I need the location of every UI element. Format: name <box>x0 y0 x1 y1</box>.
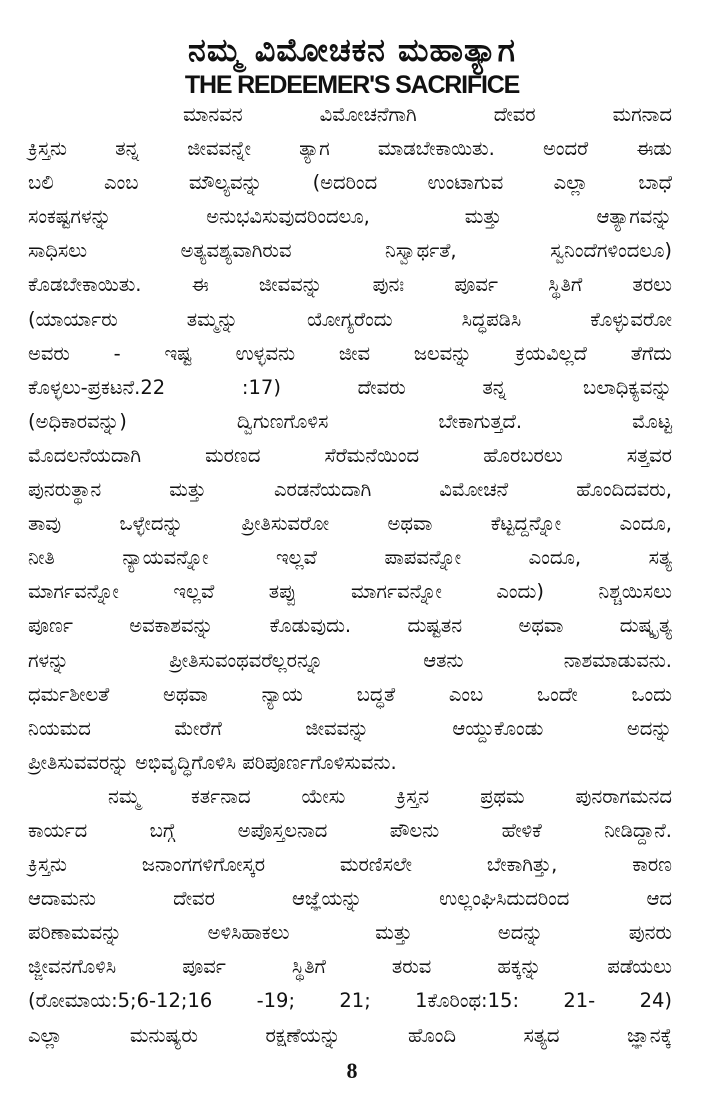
paragraph-2 <box>28 780 672 1053</box>
text-line: ಪೂರ್ಣ ಅವಕಾಶವನ್ನು ಕೊಡುವುದು. ದುಷ್ಟತನ ಅಥವಾ ದುಷ್ಕೃತ್ಯ <box>28 614 672 638</box>
title-kannada: ನಮ್ಮ ವಿಮೋಚಕನ ಮಹಾತ್ಯಾಗ <box>188 31 516 69</box>
body-text <box>28 98 672 1053</box>
text-line: ಮಾನವನ ವಿಮೋಚನೆಗಾಗಿ ದೇವರ ಮಗನಾದ <box>183 103 672 126</box>
text-line: ಪರಿಣಾಮವನ್ನು ಅಳಿಸಿಹಾಕಲು ಮತ್ತು ಅದನ್ನು ಪುನರು <box>28 921 672 945</box>
text-line: ಮಾರ್ಗವನ್ನೋ ಇಲ್ಲವೆ ತಪ್ಪು ಮಾರ್ಗವನ್ನೋ ಎಂದು) ನಿಶ್ಚಯಿಸಲು <box>28 580 672 604</box>
text-line: ಬಲಿ ಎಂಬ ಮೌಲ್ಯವನ್ನು (ಅದರಿಂದ ಉಂಟಾಗುವ ಎಲ್ಲಾ ಬಾಧೆ <box>28 171 672 195</box>
text-line: ಅವರು - ಇಷ್ಟ ಉಳ್ಳವನು ಜೀವ ಜಲವನ್ನು ಕ್ರಯವಿಲ್ಲದೆ ತೆಗೆದು <box>28 341 672 365</box>
text-line: ಜ್ಜೀವನಗೊಳಿಸಿ ಪೂರ್ವ ಸ್ಥಿತಿಗೆ ತರುವ ಹಕ್ಕನ್ನು ಪಡೆಯಲು <box>28 955 672 979</box>
text-line: ಕ್ರಿಸ್ತನು ತನ್ನ ಜೀವವನ್ನೇ ತ್ಯಾಗ ಮಾಡಬೇಕಾಯಿತು. ಅಂದರೆ ಈಡು <box>28 137 672 161</box>
text-line: ಮೊದಲನೆಯದಾಗಿ ಮರಣದ ಸೆರೆಮನೆಯಿಂದ ಹೊರಬರಲು ಸತ್ತವರ <box>28 443 672 467</box>
text-line: ತಾವು ಒಳ್ಳೇದನ್ನು ಪ್ರೀತಿಸುವರೋ ಅಥವಾ ಕೆಟ್ಟದ್ದನ್ನೋ ಎಂದೂ, <box>28 512 672 536</box>
text-line: ಸಾಧಿಸಲು ಅತ್ಯವಶ್ಯವಾಗಿರುವ ನಿಸ್ವಾರ್ಥತೆ, ಸ್ವನಿಂದೆಗಳಿಂದಲೂ) <box>28 239 672 263</box>
title-english: THE REDEEMER'S SACRIFICE <box>184 71 520 99</box>
text-line: ಧರ್ಮಶೀಲತೆ ಅಥವಾ ನ್ಯಾಯ ಬದ್ಧತೆ ಎಂಬ ಒಂದೇ ಒಂದು <box>28 682 672 706</box>
text-line: ಕೊಳ್ಳಲು-ಪ್ರಕಟನೆ.22 :17) ದೇವರು ತನ್ನ ಬಲಾಧಿಕ್ಯವನ್ನು <box>28 375 672 399</box>
paragraph-1 <box>28 98 672 780</box>
text-line: ನೀತಿ ನ್ಯಾಯವನ್ನೋ ಇಲ್ಲವೆ ಪಾಪವನ್ನೋ ಎಂದೂ, ಸತ್ಯ <box>28 546 672 570</box>
text-line: ಕ್ರಿಸ್ತನು ಜನಾಂಗಗಳಿಗೋಸ್ಕರ ಮರಣಿಸಲೇ ಬೇಕಾಗಿತ್ತು, ಕಾರಣ <box>28 853 672 877</box>
text-line: ಕಾರ್ಯದ ಬಗ್ಗೆ ಅಪೊಸ್ತಲನಾದ ಪೌಲನು ಹೇಳಿಕೆ ನೀಡಿದ್ದಾನೆ. <box>28 818 672 842</box>
text-line: ಕೊಡಬೇಕಾಯಿತು. ಈ ಜೀವವನ್ನು ಪುನಃ ಪೂರ್ವ ಸ್ಥಿತಿಗೆ ತರಲು <box>28 273 672 297</box>
text-line: ಪುನರುತ್ಥಾನ ಮತ್ತು ಎರಡನೆಯದಾಗಿ ವಿಮೋಚನೆ ಹೊಂದಿದವರು, <box>28 478 672 502</box>
text-line: ಸಂಕಷ್ಟಗಳನ್ನು ಅನುಭವಿಸುವುದರಿಂದಲೂ, ಮತ್ತು ಆತ್ಯಾಗವನ್ನು <box>28 205 672 229</box>
text-line: ಎಲ್ಲಾ ಮನುಷ್ಯರು ರಕ್ಷಣೆಯನ್ನು ಹೊಂದಿ ಸತ್ಯದ ಜ್ಞಾನಕ್ಕೆ <box>28 1023 672 1047</box>
text-line: (ರೋಮಾಯ:5;6-12;16 -19; 21; 1ಕೊರಿಂಥ:15: 21- 24) <box>28 989 672 1013</box>
text-line: ನಿಯಮದ ಮೇರೆಗೆ ಜೀವವನ್ನು ಆಯ್ದುಕೊಂಡು ಅದನ್ನು <box>28 716 672 740</box>
text-line: (ಅಧಿಕಾರವನ್ನು) ದ್ವಿಗುಣಗೊಳಿಸ ಬೇಕಾಗುತ್ತದೆ. ಮೊಟ್ಟ <box>28 409 672 433</box>
text-line: ನಮ್ಮ ಕರ್ತನಾದ ಯೇಸು ಕ್ರಿಸ್ತನ ಪ್ರಥಮ ಪುನರಾಗಮನದ <box>108 784 672 808</box>
page-number: 8 <box>346 1058 358 1083</box>
text-line: ಗಳನ್ನು ಪ್ರೀತಿಸುವಂಥವರೆಲ್ಲರನ್ನೂ ಆತನು ನಾಶಮಾಡುವನು. <box>28 648 672 672</box>
text-line: (ಯಾರ್ಯಾರು ತಮ್ಮನ್ನು ಯೋಗ್ಯರೆಂದು ಸಿದ್ಧಪಡಿಸಿ ಕೊಳ್ಳುವರೋ <box>28 307 672 331</box>
text-line: ಆದಾಮನು ದೇವರ ಆಜ್ಞೆಯನ್ನು ಉಲ್ಲಂಘಿಸಿದುದರಿಂದ ಆದ <box>28 887 672 911</box>
text-line: ಪ್ರೀತಿಸುವವರನ್ನು ಅಭಿವೃದ್ಧಿಗೊಳಿಸಿ ಪರಿಪೂರ್ಣಗೊಳಿಸುವನು. <box>28 750 397 774</box>
